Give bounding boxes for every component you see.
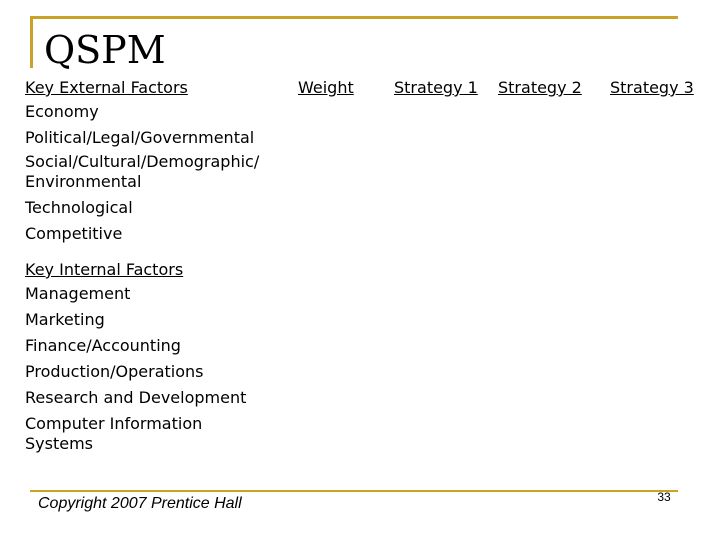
external-factor-item: Political/Legal/Governmental [25, 128, 255, 147]
external-factor-item: Competitive [25, 224, 123, 243]
internal-factor-item: Research and Development [25, 388, 247, 407]
column-header-strategy-1: Strategy 1 [394, 78, 478, 97]
internal-factor-item: Production/Operations [25, 362, 204, 381]
external-factors-heading: Key External Factors [25, 78, 188, 97]
page-number: 33 [657, 490, 671, 504]
internal-factor-item: Management [25, 284, 131, 303]
external-factor-item: Technological [25, 198, 133, 217]
internal-factors-heading: Key Internal Factors [25, 260, 184, 279]
external-factors-list [25, 102, 275, 244]
frame-left-rule [30, 16, 33, 68]
frame-top-rule [30, 16, 678, 19]
internal-factors-section [25, 260, 275, 454]
column-header-strategy-3: Strategy 3 [610, 78, 694, 97]
internal-factors-list [25, 284, 275, 454]
column-header-strategy-2: Strategy 2 [498, 78, 582, 97]
external-factor-item: Social/Cultural/Demographic/ Environmental [25, 152, 260, 191]
internal-factor-item: Finance/Accounting [25, 336, 181, 355]
slide-title: QSPM [44, 28, 166, 72]
copyright-footer: Copyright 2007 Prentice Hall [38, 495, 242, 512]
internal-factor-item: Marketing [25, 310, 105, 329]
frame-bottom-rule [30, 490, 678, 492]
internal-factor-item: Computer Information Systems [25, 414, 203, 453]
external-factors-section [25, 78, 275, 244]
external-factor-item: Economy [25, 102, 99, 121]
column-header-weight: Weight [298, 78, 354, 97]
